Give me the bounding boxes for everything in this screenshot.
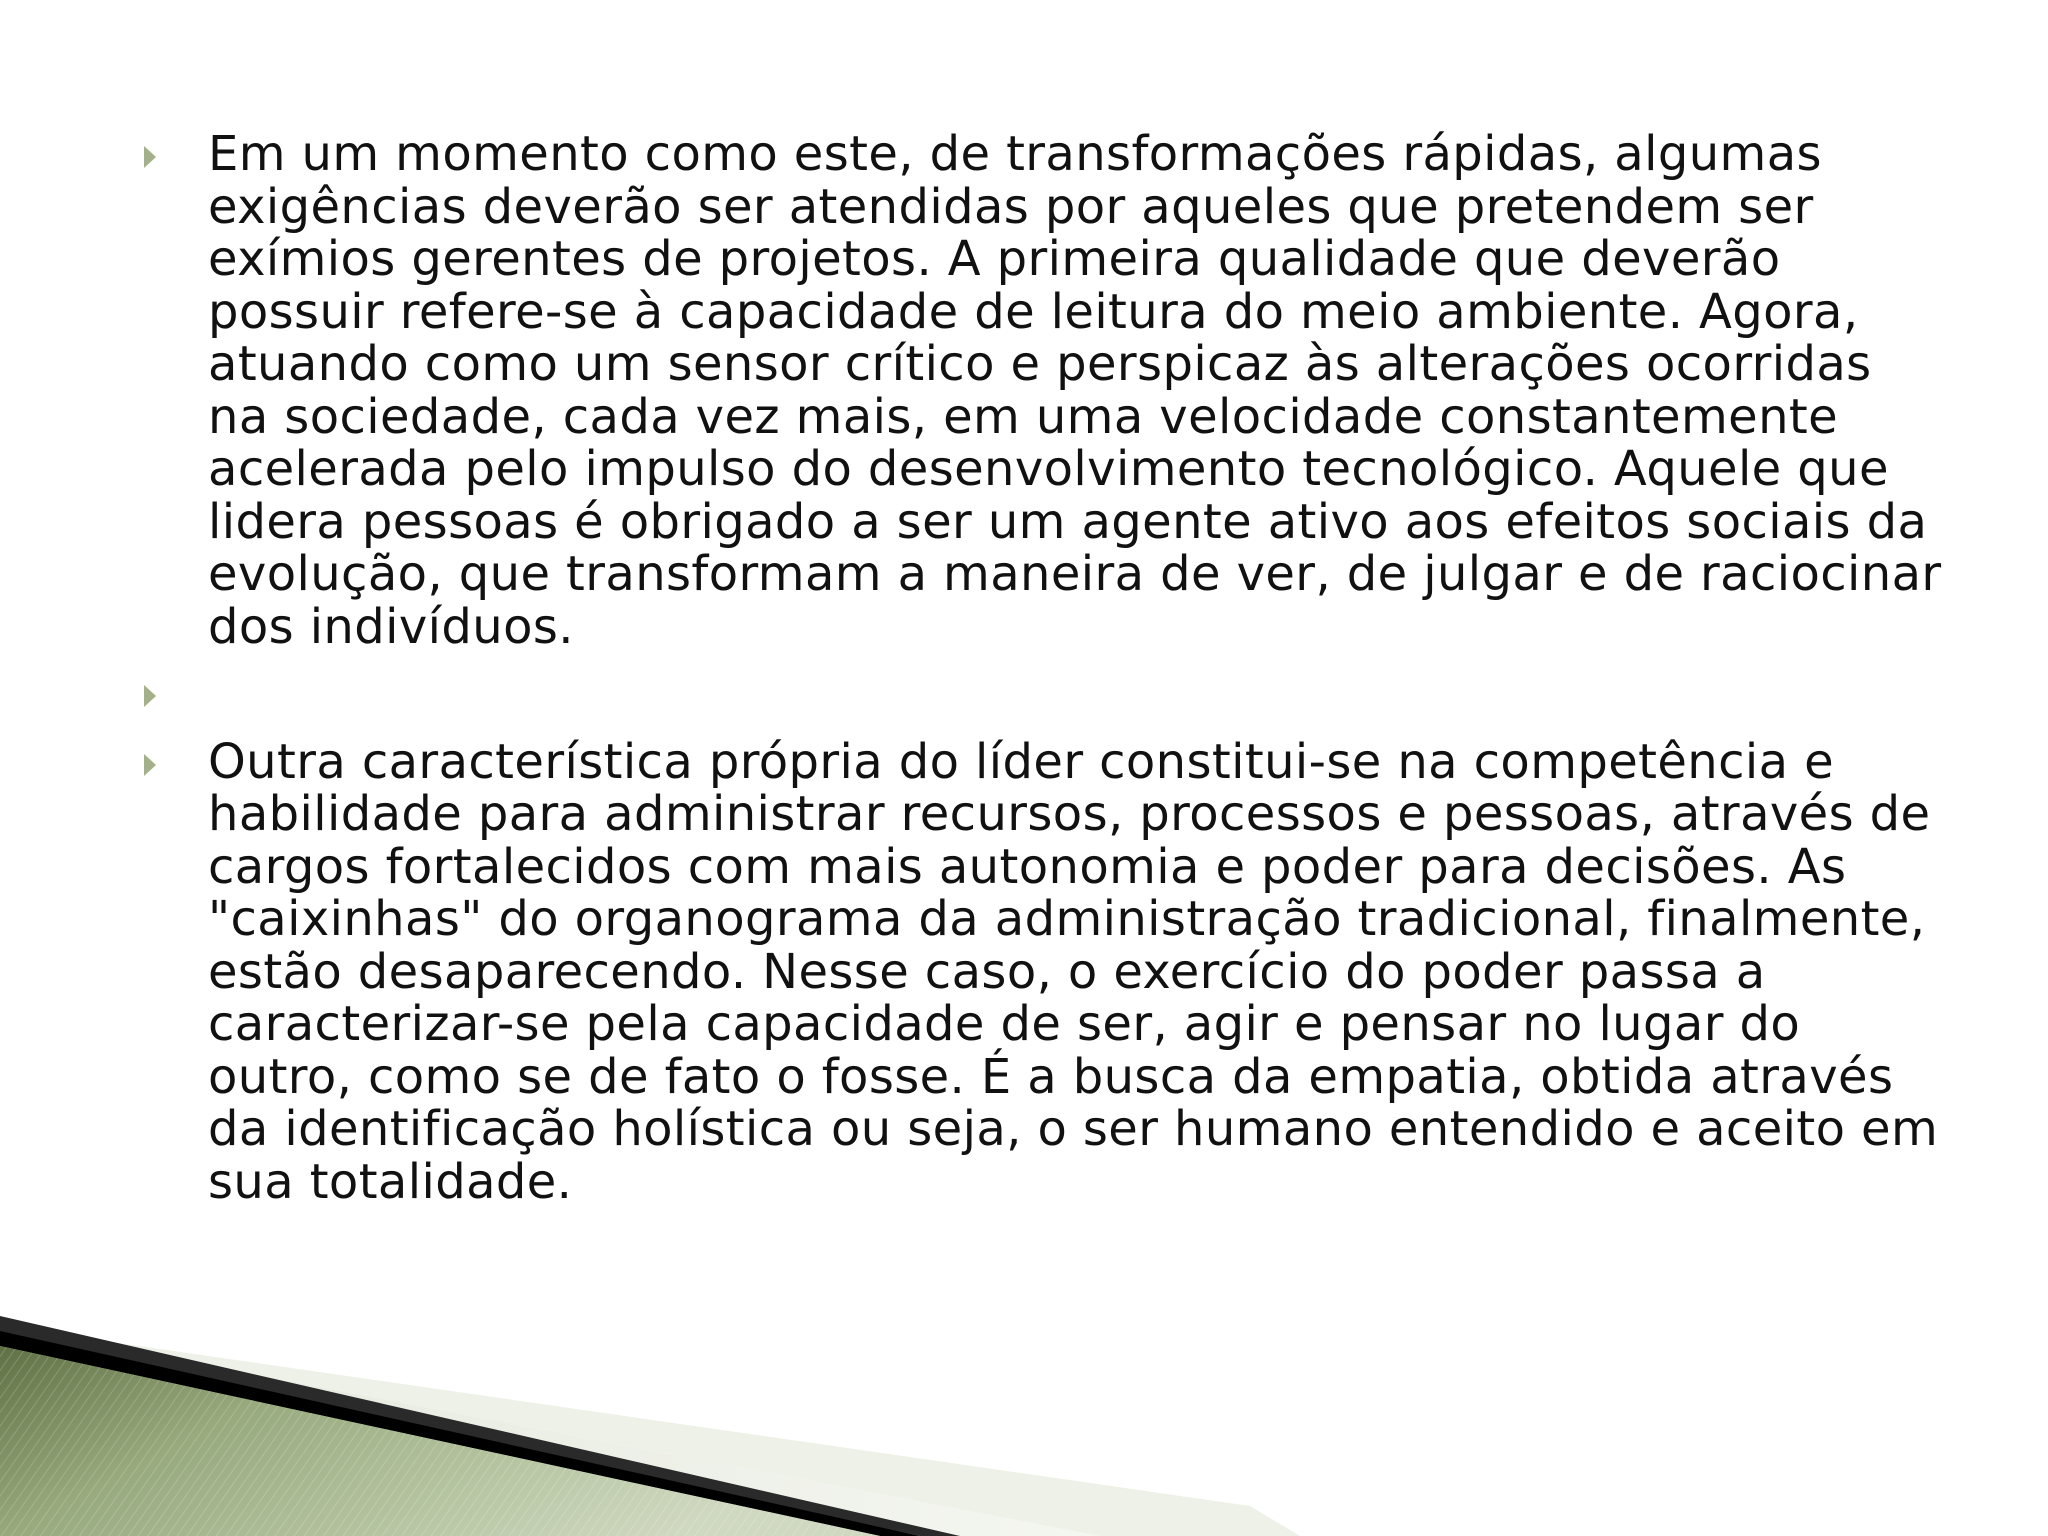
bullet-text: Outra característica própria do líder constitui-se na competência e habilidade para administrar recursos, processos e pessoas, através de cargos fortalecidos com mais autonomia e poder para decisões. As "caixinhas" do organograma da administração tradicional, finalmente, estão desaparecendo. Nesse caso, o exercício do poder passa a caracterizar-se pela capacidade de ser, agir e pensar no lugar do outro, como se de fato o fosse. É a busca da empatia, obtida através da identificação holística ou seja, o ser humano entendido e aceito em sua totalidade. — [208, 733, 1939, 1210]
triangle-bullet-icon — [142, 128, 208, 169]
slide-body — [142, 128, 1942, 1208]
triangle-bullet-icon — [142, 736, 208, 777]
bullet-text: Em um momento como este, de transformações rápidas, algumas exigências deverão ser atendidas por aqueles que pretendem ser exímios gerentes de projetos. A primeira qualidade que deverão possuir refere-se à capacidade de leitura do meio ambiente. Agora, atuando como um sensor crítico e perspicaz às alterações ocorridas na sociedade, cada vez mais, em uma velocidade constantemente acelerada pelo impulso do desenvolvimento tecnológico. Aquele que lidera pessoas é obrigado a ser um agente ativo aos efeitos sociais da evolução, que transformam a maneira de ver, de julgar e de raciocinar dos indivíduos. — [208, 126, 1942, 655]
bullet-item — [142, 667, 1942, 720]
bullet-item — [142, 733, 1942, 1210]
bullet-text — [208, 667, 1942, 720]
bullet-item — [142, 128, 1942, 653]
decorative-corner-stripes — [0, 1286, 2048, 1536]
triangle-bullet-icon — [142, 667, 208, 708]
